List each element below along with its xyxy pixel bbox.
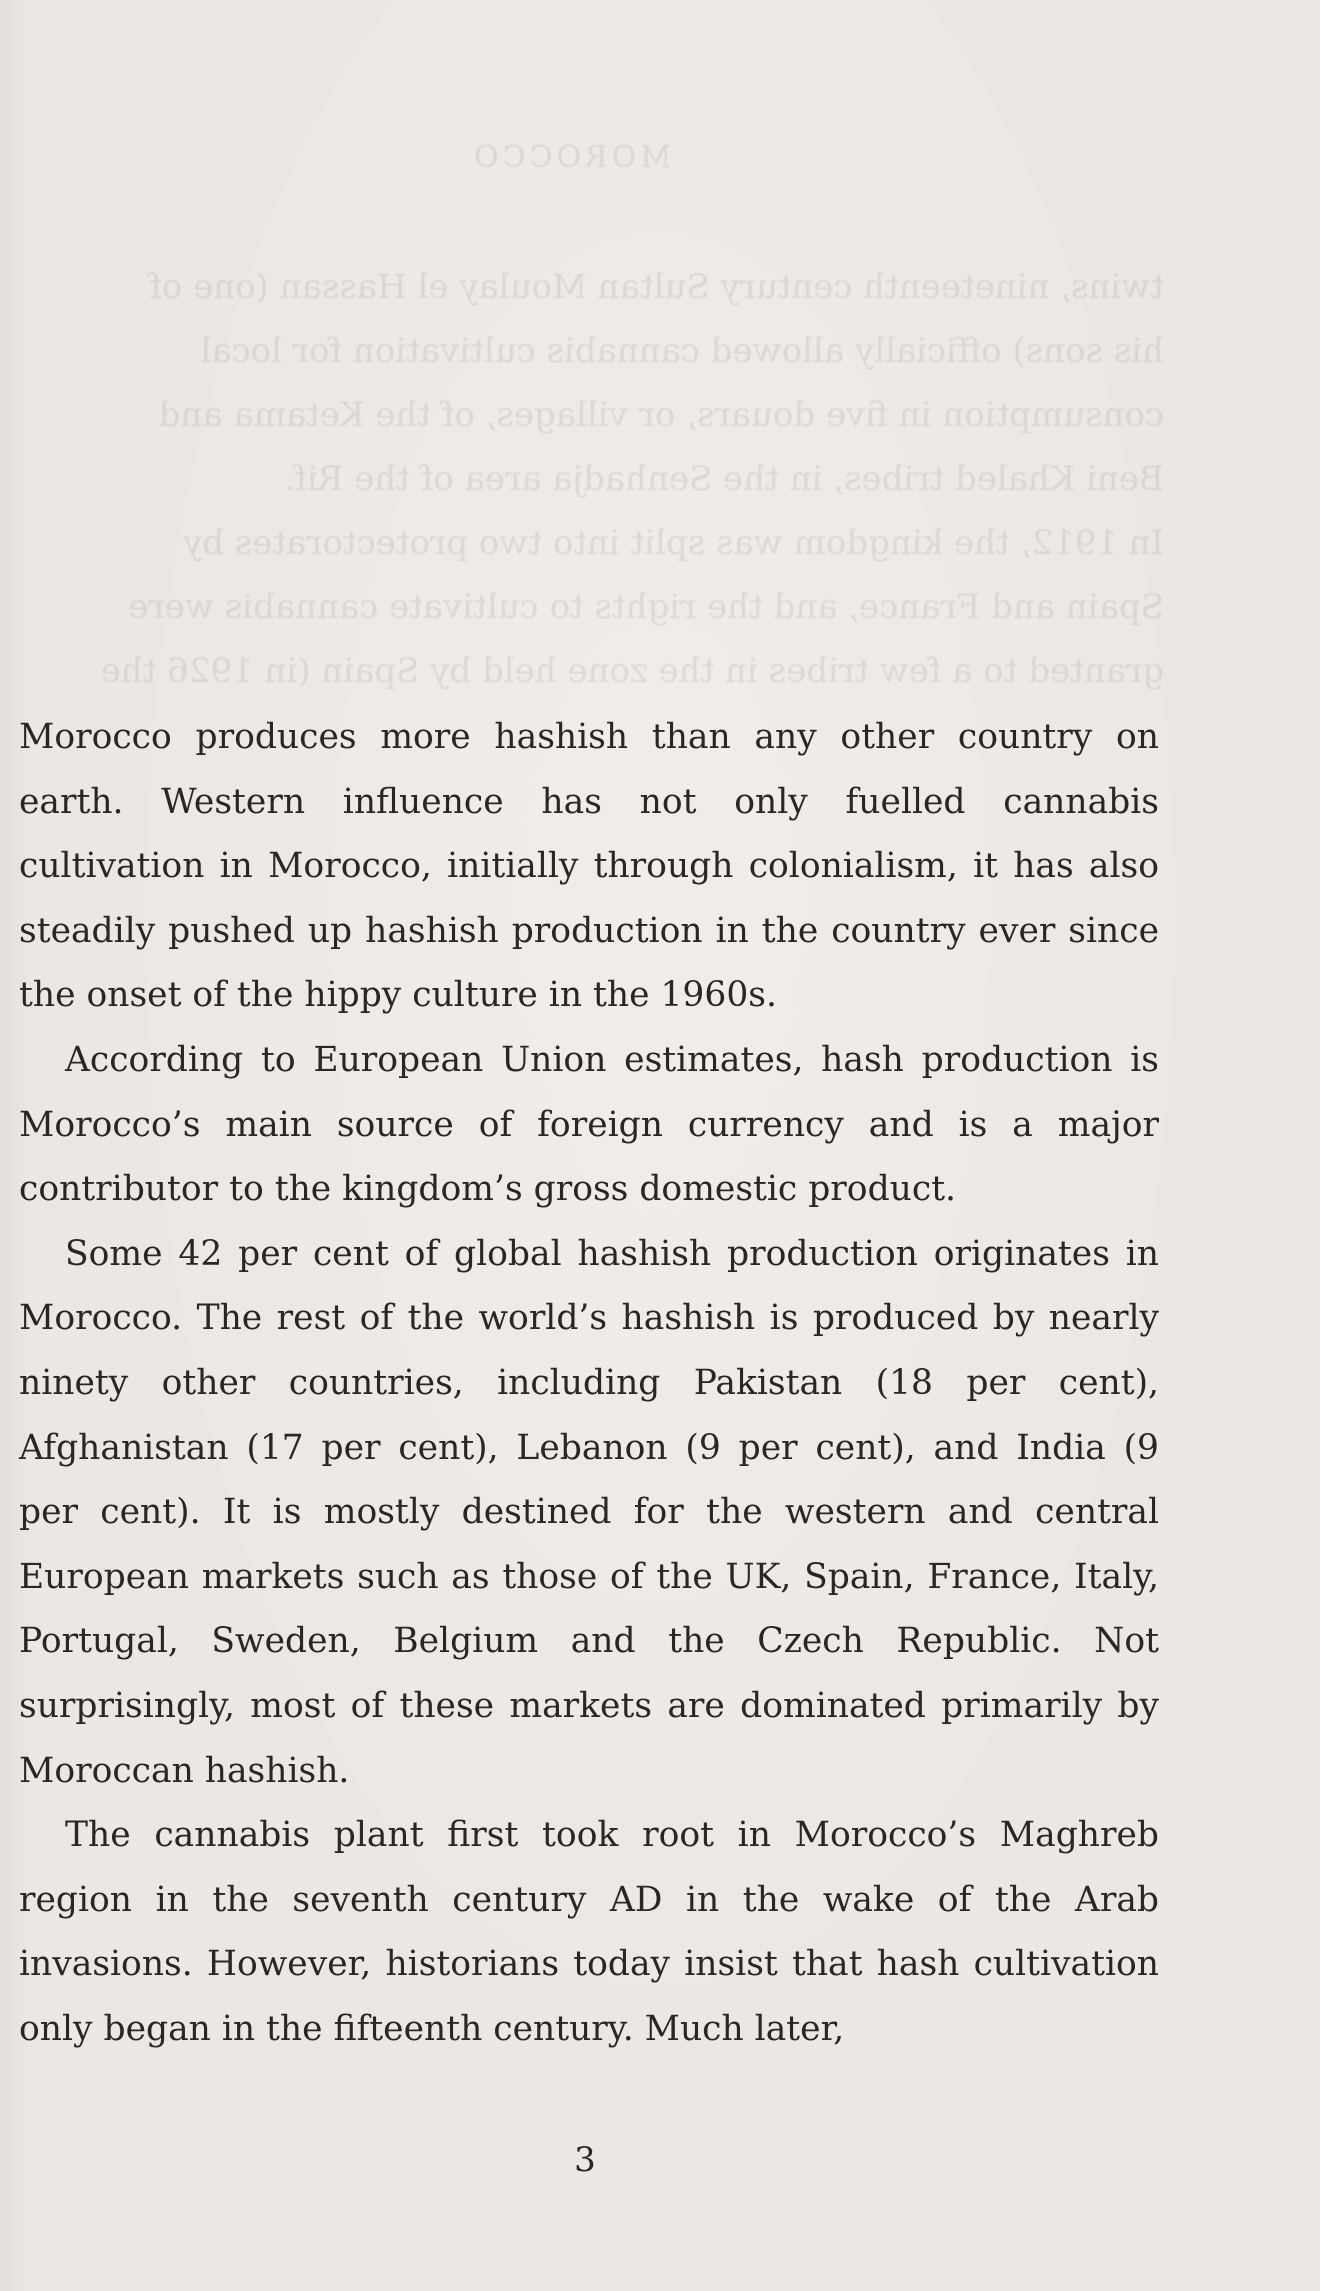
show-through-running-head: MOROCCO [470, 140, 671, 175]
show-through-line: Spain and France, and the rights to cultivate cannabis were [128, 587, 1164, 627]
page-number: 3 [574, 2140, 596, 2180]
show-through-line: In 1912, the kingdom was split into two protectorates by [183, 523, 1164, 563]
show-through-line: Beni Khaled tribes, in the Senhadja area of the Rif. [284, 459, 1164, 499]
show-through-line: his sons) officially allowed cannabis cultivation for local [200, 331, 1164, 371]
paragraph: Morocco produces more hashish than any other country on earth. Western influence has not only fuelled cannabis cultivation in Morocco, initially through colonialism, it has also steadily pushed up hashish production in the country ever since the onset of the hippy culture in the 1960s. [19, 717, 1159, 1016]
paragraph: The cannabis plant first took root in Morocco’s Maghreb region in the seventh century AD in the wake of the Arab invasions. However, historians today insist that hash cultivation only began in the fifteenth century. Much later, [19, 1815, 1159, 2049]
show-through-line: granted to a few tribes in the zone held by Spain (in 1926 the [100, 651, 1164, 691]
show-through-line: twins, nineteenth century Sultan Moulay el Hassan (one of [149, 267, 1164, 307]
show-through-line: consumption in five douars, or villages, of the Ketama and [158, 395, 1164, 435]
paragraph: According to European Union estimates, hash production is Morocco’s main source of foreign currency and is a major contributor to the kingdom’s gross domestic product. [19, 1039, 1159, 1210]
show-through-text [14, 255, 1164, 703]
paragraph: Some 42 per cent of global hashish production originates in Morocco. The rest of the world’s hashish is produced by nearly ninety other countries, including Pakistan (18 per cent), Afghanistan (17 per cent), Lebanon (9 per cent), and India (9 per cent). It is mostly destined for the western and central European markets such as those of the UK, Spain, France, Italy, Portugal, Sweden, Belgium and the Czech Republic. Not surprisingly, most of these markets are dominated primarily by Moroccan hashish. [19, 1233, 1159, 1791]
body-text [19, 705, 1159, 2061]
